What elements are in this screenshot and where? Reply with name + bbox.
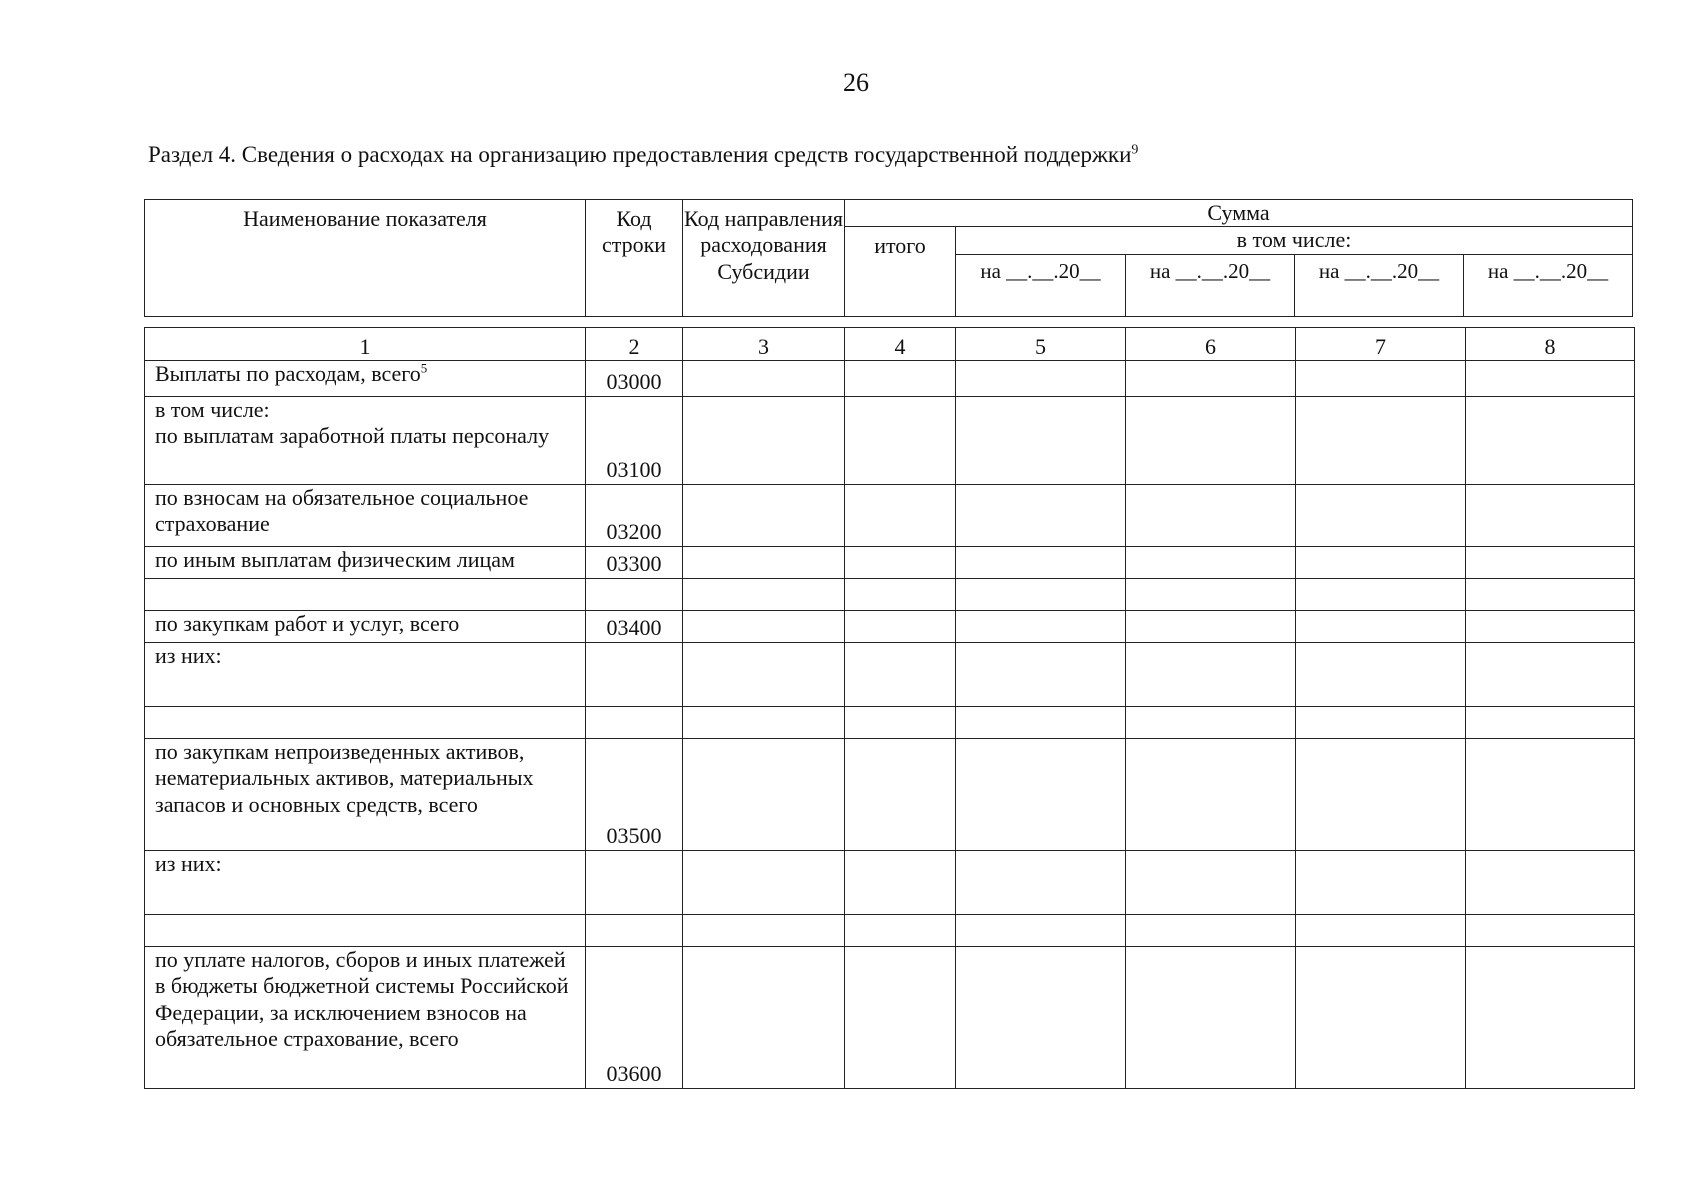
- value-cell[interactable]: [956, 579, 1126, 611]
- row-name: [145, 485, 586, 547]
- column-number-row: [145, 328, 1635, 361]
- value-cell[interactable]: [956, 851, 1126, 915]
- value-cell[interactable]: [1296, 851, 1466, 915]
- value-cell[interactable]: [683, 579, 845, 611]
- value-cell[interactable]: [845, 915, 956, 947]
- header-date-2: на __.__.20__: [1126, 254, 1295, 316]
- data-rows: [145, 361, 1635, 1089]
- value-cell[interactable]: [1466, 739, 1635, 851]
- value-cell[interactable]: [1296, 947, 1466, 1089]
- value-cell[interactable]: [956, 643, 1126, 707]
- header-sum: Сумма: [845, 200, 1633, 227]
- header-date-3: на __.__.20__: [1295, 254, 1464, 316]
- row-name-text: по закупкам работ и услуг, всего: [155, 611, 460, 636]
- table-row: [145, 707, 1635, 739]
- value-cell[interactable]: [1466, 547, 1635, 579]
- column-number: 3: [683, 328, 845, 361]
- value-cell[interactable]: [845, 739, 956, 851]
- value-cell[interactable]: [956, 361, 1126, 397]
- value-cell[interactable]: [845, 485, 956, 547]
- value-cell[interactable]: [1296, 739, 1466, 851]
- value-cell[interactable]: [1296, 707, 1466, 739]
- header-date-1: на __.__.20__: [956, 254, 1126, 316]
- row-code: 03300: [586, 547, 683, 579]
- column-number: 8: [1466, 328, 1635, 361]
- value-cell[interactable]: [683, 947, 845, 1089]
- value-cell[interactable]: [1466, 707, 1635, 739]
- value-cell[interactable]: [683, 547, 845, 579]
- value-cell[interactable]: [845, 851, 956, 915]
- value-cell[interactable]: [1466, 485, 1635, 547]
- expenses-table: [144, 327, 1635, 1089]
- row-name-text: по закупкам непроизведенных активов, нематериальных активов, материальных запасов и основных средств, всего: [155, 739, 534, 817]
- value-cell[interactable]: [1126, 851, 1296, 915]
- row-name: [145, 739, 586, 851]
- value-cell[interactable]: [1126, 739, 1296, 851]
- table-row: [145, 397, 1635, 485]
- row-name-text: по взносам на обязательное социальное страхование: [155, 485, 529, 537]
- row-code: [586, 851, 683, 915]
- table-row: [145, 643, 1635, 707]
- value-cell[interactable]: [845, 707, 956, 739]
- row-code: 03100: [586, 397, 683, 485]
- value-cell[interactable]: [1466, 397, 1635, 485]
- value-cell[interactable]: [683, 397, 845, 485]
- value-cell[interactable]: [1466, 915, 1635, 947]
- value-cell[interactable]: [1296, 643, 1466, 707]
- page-number: 26: [843, 68, 869, 97]
- row-footnote: 5: [420, 360, 428, 376]
- value-cell[interactable]: [845, 579, 956, 611]
- table-row: [145, 611, 1635, 643]
- row-name-text: из них:: [155, 851, 222, 876]
- row-code: 03000: [586, 361, 683, 397]
- value-cell[interactable]: [1466, 361, 1635, 397]
- value-cell[interactable]: [1126, 643, 1296, 707]
- value-cell[interactable]: [1296, 397, 1466, 485]
- header-row-code: Код строки: [586, 200, 683, 317]
- value-cell[interactable]: [1126, 707, 1296, 739]
- header-name: Наименование показателя: [145, 200, 586, 317]
- table-row: [145, 947, 1635, 1089]
- value-cell[interactable]: [683, 485, 845, 547]
- column-number: 2: [586, 328, 683, 361]
- value-cell[interactable]: [1466, 611, 1635, 643]
- section-title-text: Раздел 4. Сведения о расходах на организацию предоставления средств государственной поддержки: [148, 142, 1132, 167]
- row-name: [145, 579, 586, 611]
- row-name: [145, 547, 586, 579]
- row-code: 03200: [586, 485, 683, 547]
- value-cell[interactable]: [845, 361, 956, 397]
- value-cell[interactable]: [1126, 361, 1296, 397]
- row-name-text: по уплате налогов, сборов и иных платежей в бюджеты бюджетной системы Российской Федерации, за исключением взносов на обязательное страхование, всего: [155, 947, 569, 1052]
- value-cell[interactable]: [1296, 915, 1466, 947]
- row-name: [145, 915, 586, 947]
- table-row: [145, 579, 1635, 611]
- value-cell[interactable]: [1126, 915, 1296, 947]
- value-cell[interactable]: [1126, 547, 1296, 579]
- value-cell[interactable]: [956, 611, 1126, 643]
- value-cell[interactable]: [956, 485, 1126, 547]
- row-name-text: в том числе: по выплатам заработной платы персоналу: [155, 397, 550, 449]
- table-row: [145, 485, 1635, 547]
- value-cell[interactable]: [956, 739, 1126, 851]
- value-cell[interactable]: [1466, 579, 1635, 611]
- value-cell[interactable]: [956, 947, 1126, 1089]
- row-name: [145, 611, 586, 643]
- value-cell[interactable]: [683, 915, 845, 947]
- value-cell[interactable]: [1296, 579, 1466, 611]
- table-row: [145, 361, 1635, 397]
- header-including: в том числе:: [956, 227, 1633, 254]
- value-cell[interactable]: [683, 851, 845, 915]
- section-title-footnote: 9: [1131, 142, 1139, 158]
- column-number: 4: [845, 328, 956, 361]
- row-name-text: Выплаты по расходам, всего: [155, 361, 421, 386]
- value-cell[interactable]: [845, 611, 956, 643]
- table-row: [145, 547, 1635, 579]
- value-cell[interactable]: [683, 361, 845, 397]
- row-name-text: по иным выплатам физическим лицам: [155, 547, 515, 572]
- value-cell[interactable]: [845, 643, 956, 707]
- value-cell[interactable]: [1466, 643, 1635, 707]
- value-cell[interactable]: [1296, 485, 1466, 547]
- row-name: [145, 947, 586, 1089]
- column-number: 5: [956, 328, 1126, 361]
- value-cell[interactable]: [1466, 947, 1635, 1089]
- header-date-4: на __.__.20__: [1464, 254, 1633, 316]
- row-name-text: из них:: [155, 643, 222, 668]
- value-cell[interactable]: [956, 915, 1126, 947]
- value-cell[interactable]: [1296, 611, 1466, 643]
- value-cell[interactable]: [956, 707, 1126, 739]
- value-cell[interactable]: [683, 707, 845, 739]
- value-cell[interactable]: [845, 547, 956, 579]
- header-total: итого: [845, 227, 956, 316]
- header-direction-code: Код направления расходования Субсидии: [683, 200, 845, 317]
- value-cell[interactable]: [956, 397, 1126, 485]
- row-name: [145, 851, 586, 915]
- column-number: 1: [145, 328, 586, 361]
- row-name: [145, 361, 586, 397]
- value-cell[interactable]: [1126, 579, 1296, 611]
- value-cell[interactable]: [956, 547, 1126, 579]
- table-row: [145, 851, 1635, 915]
- column-number: 7: [1296, 328, 1466, 361]
- value-cell[interactable]: [683, 611, 845, 643]
- value-cell[interactable]: [845, 947, 956, 1089]
- table-row: [145, 915, 1635, 947]
- value-cell[interactable]: [683, 643, 845, 707]
- row-code: [586, 915, 683, 947]
- value-cell[interactable]: [1126, 485, 1296, 547]
- row-name: [145, 643, 586, 707]
- row-name: [145, 707, 586, 739]
- value-cell[interactable]: [1296, 547, 1466, 579]
- value-cell[interactable]: [1466, 851, 1635, 915]
- value-cell[interactable]: [845, 397, 956, 485]
- value-cell[interactable]: [683, 739, 845, 851]
- row-code: [586, 579, 683, 611]
- table-row: [145, 739, 1635, 851]
- row-code: 03400: [586, 611, 683, 643]
- row-code: 03500: [586, 739, 683, 851]
- value-cell[interactable]: [1126, 611, 1296, 643]
- row-code: [586, 643, 683, 707]
- value-cell[interactable]: [1126, 397, 1296, 485]
- section-title: [148, 142, 1138, 168]
- row-code: [586, 707, 683, 739]
- value-cell[interactable]: [1126, 947, 1296, 1089]
- column-number: 6: [1126, 328, 1296, 361]
- header-table: [144, 199, 1633, 317]
- value-cell[interactable]: [1296, 361, 1466, 397]
- row-code: 03600: [586, 947, 683, 1089]
- row-name: [145, 397, 586, 485]
